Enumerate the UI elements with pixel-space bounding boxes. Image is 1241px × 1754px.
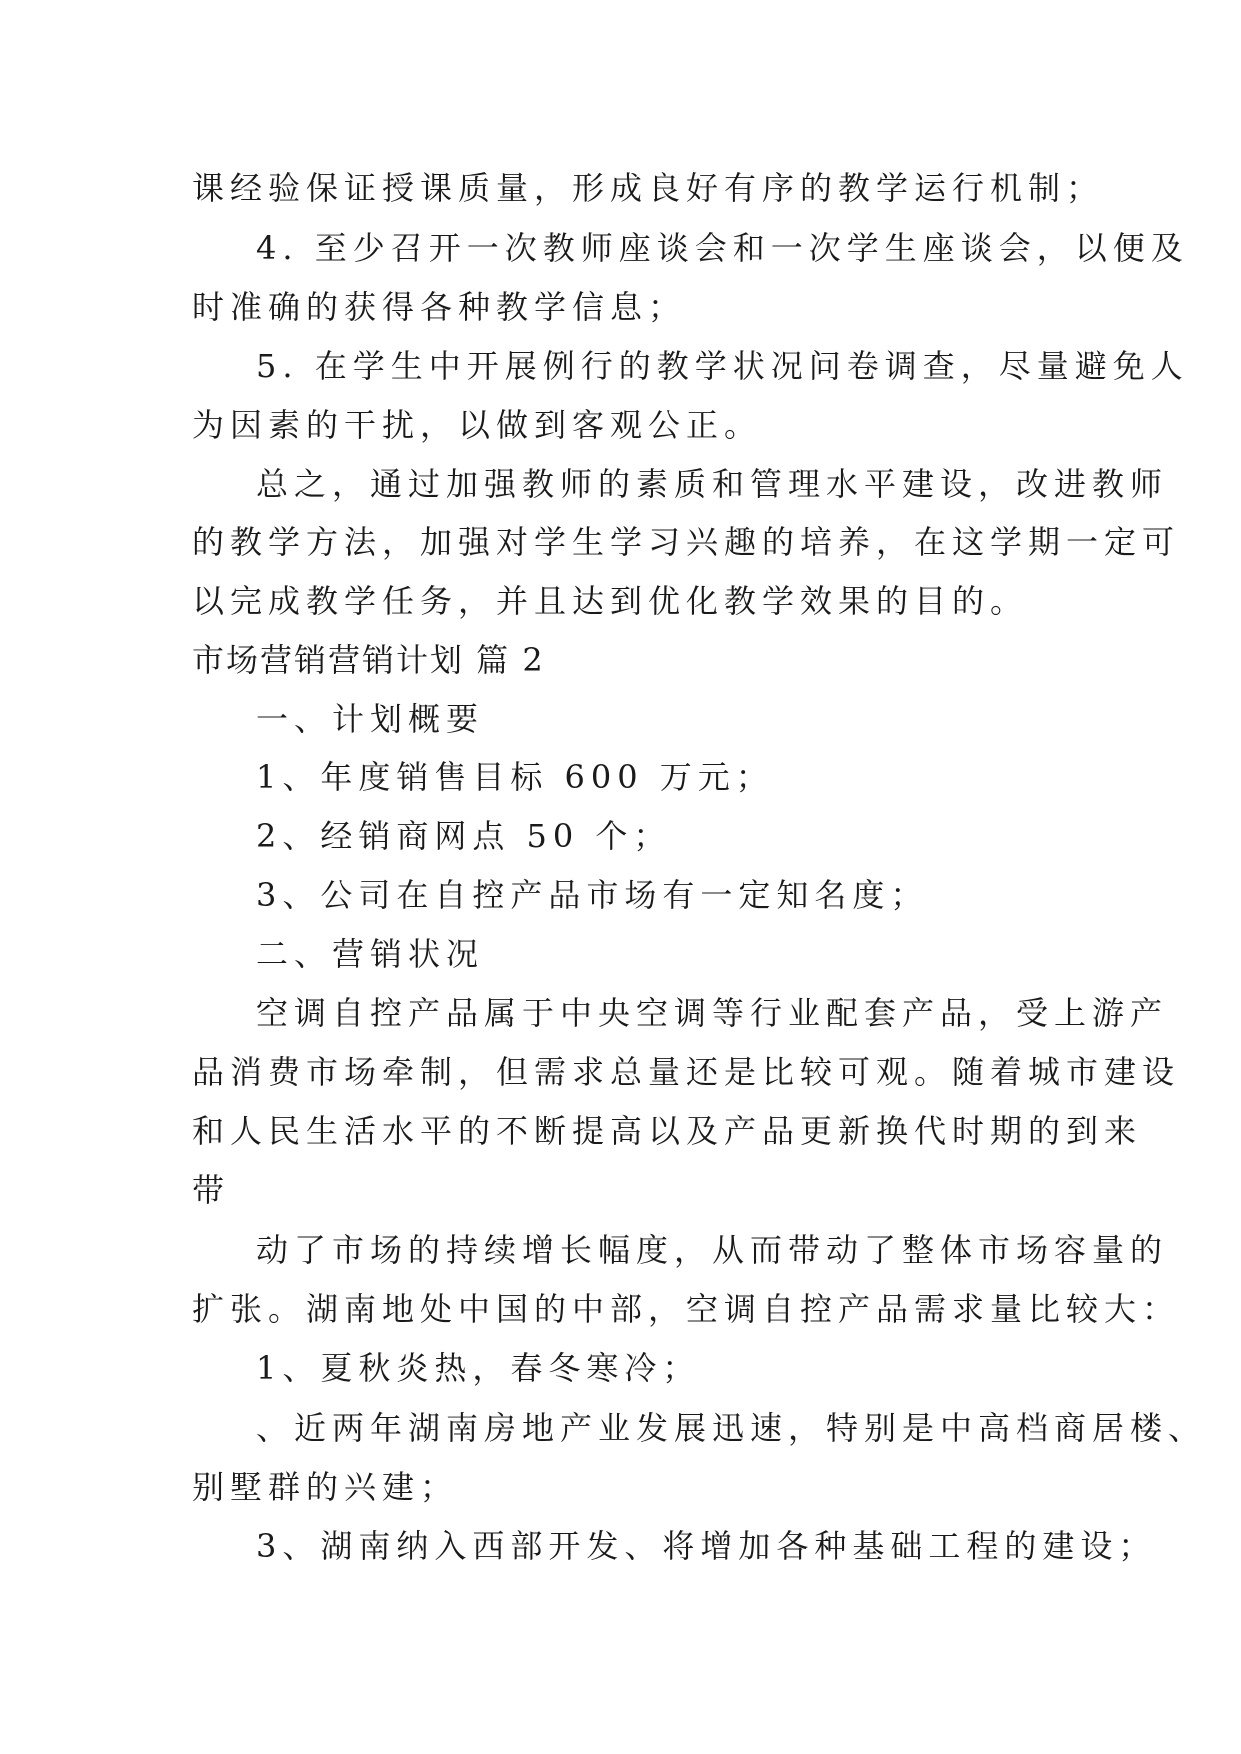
text-line: 3、湖南纳入西部开发、将增加各种基础工程的建设； (256, 1527, 1157, 1565)
text-line: 品消费市场牵制，但需求总量还是比较可观。随着城市建设 (192, 1053, 1181, 1091)
text-line: 课经验保证授课质量，形成良好有序的教学运行机制； (192, 169, 1105, 207)
text-line: 动了市场的持续增长幅度，从而带动了整体市场容量的 (256, 1231, 1169, 1269)
text-line: 2、经销商网点 50 个； (256, 817, 672, 855)
text-line: 的教学方法，加强对学生学习兴趣的培养，在这学期一定可 (192, 523, 1181, 561)
text-line: 4. 至少召开一次教师座谈会和一次学生座谈会，以便及 (256, 229, 1189, 267)
text-line: 、近两年湖南房地产业发展迅速，特别是中高档商居楼、 (256, 1409, 1207, 1447)
text-line: 1、夏秋炎热，春冬寒冷； (256, 1349, 701, 1387)
text-line: 以完成教学任务，并且达到优化教学效果的目的。 (192, 582, 1029, 620)
text-line: 时准确的获得各种教学信息； (192, 288, 687, 326)
text-line: 别墅群的兴建； (192, 1468, 459, 1506)
text-line: 5. 在学生中开展例行的教学状况问卷调查，尽量避免人 (256, 347, 1189, 385)
text-line: 3、公司在自控产品市场有一定知名度； (256, 876, 929, 914)
section-heading: 市场营销营销计划 篇 2 (192, 641, 545, 679)
text-line: 一、计划概要 (256, 700, 485, 738)
text-line: 为因素的干扰，以做到客观公正。 (192, 406, 763, 444)
text-line: 1、年度销售目标 600 万元； (256, 758, 774, 796)
text-line: 带 (192, 1171, 231, 1209)
text-line: 和人民生活水平的不断提高以及产品更新换代时期的到来 (192, 1112, 1143, 1150)
text-line: 扩张。湖南地处中国的中部，空调自控产品需求量比较大： (192, 1290, 1181, 1328)
text-line: 二、营销状况 (256, 935, 485, 973)
text-line: 空调自控产品属于中央空调等行业配套产品，受上游产 (256, 994, 1169, 1032)
text-line: 总之，通过加强教师的素质和管理水平建设，改进教师 (256, 465, 1169, 503)
